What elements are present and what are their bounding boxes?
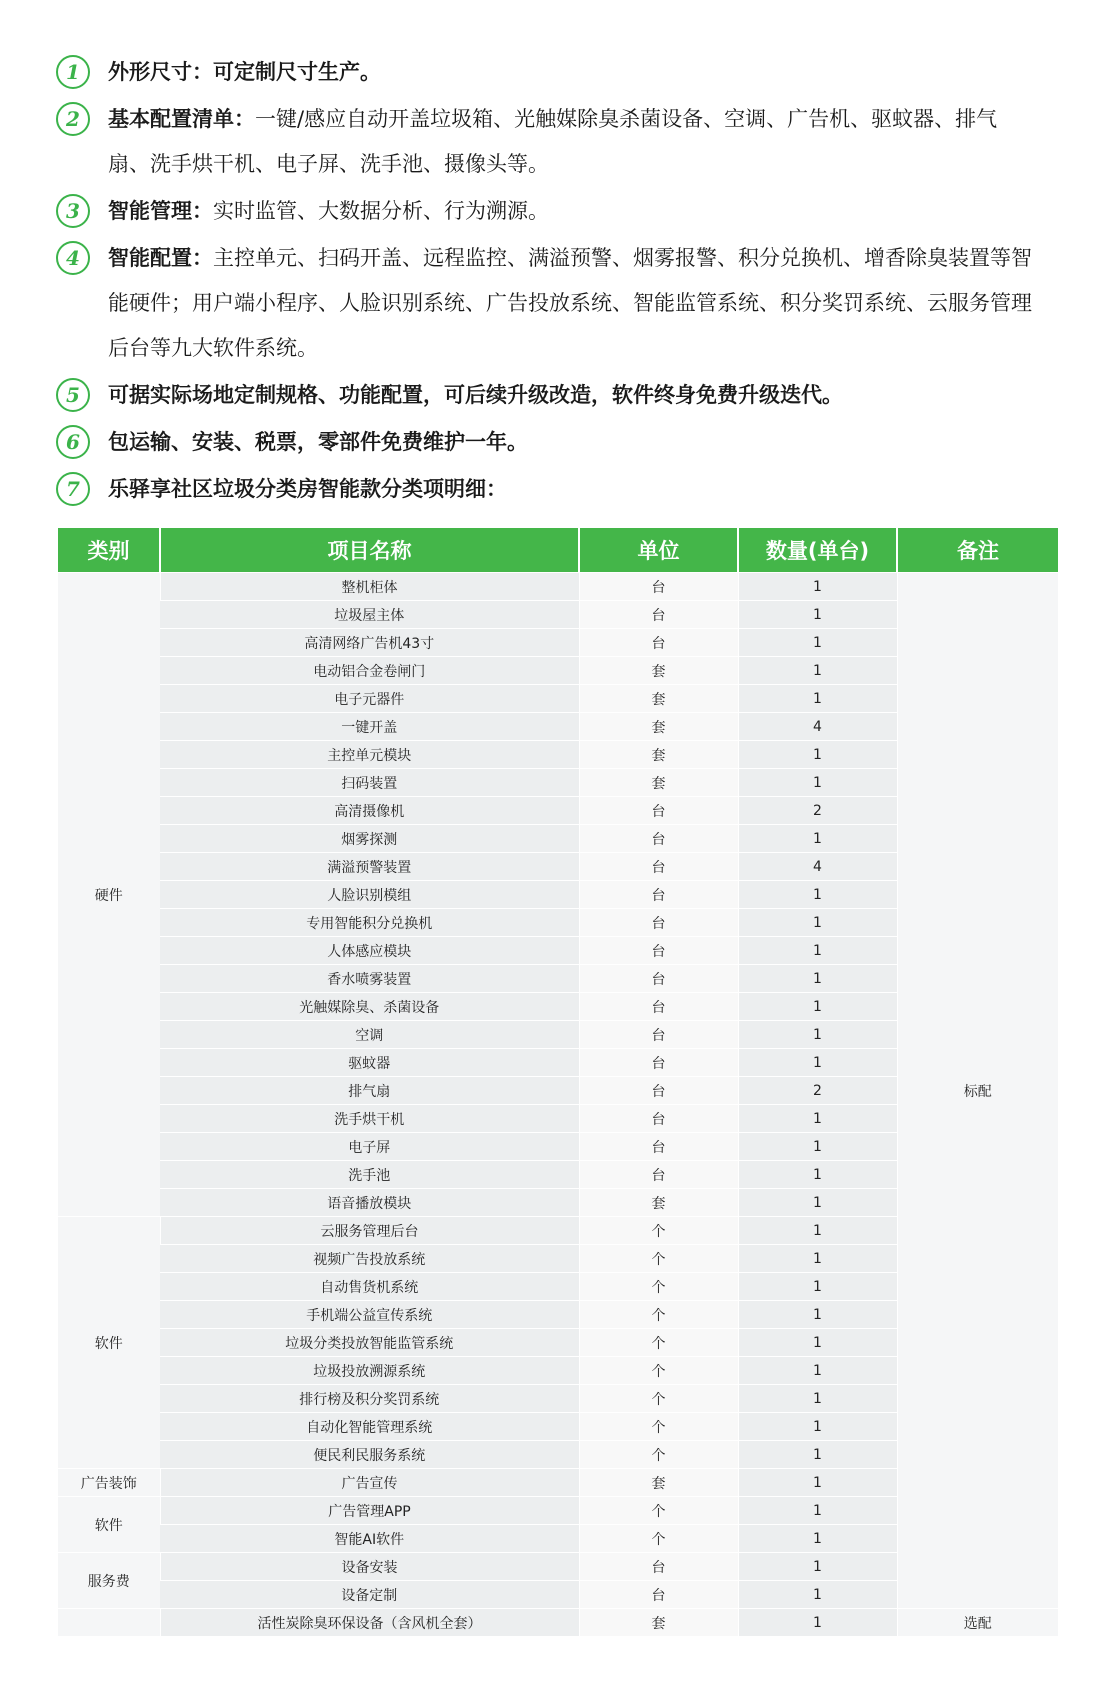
item-number-badge: 4 (56, 241, 90, 275)
unit-cell: 套 (579, 1469, 738, 1497)
intro-item-1 (56, 50, 1056, 95)
col-header-quantity: 数量(单台) (738, 528, 897, 573)
unit-cell: 个 (579, 1525, 738, 1553)
quantity-cell: 1 (738, 1301, 897, 1329)
quantity-cell: 1 (738, 825, 897, 853)
intro-item-5 (56, 373, 1056, 418)
item-name-cell: 自动化智能管理系统 (160, 1413, 579, 1441)
category-cell: 服务费 (58, 1553, 160, 1609)
category-cell (58, 1609, 160, 1637)
unit-cell: 套 (579, 741, 738, 769)
item-name-cell: 光触媒除臭、杀菌设备 (160, 993, 579, 1021)
item-name-cell: 高清网络广告机43寸 (160, 629, 579, 657)
quantity-cell: 1 (738, 685, 897, 713)
table-header-row (58, 528, 1058, 573)
unit-cell: 台 (579, 1553, 738, 1581)
quantity-cell: 1 (738, 1581, 897, 1609)
item-name-cell: 设备定制 (160, 1581, 579, 1609)
item-bold-text: 智能配置： (108, 246, 213, 270)
unit-cell: 套 (579, 1609, 738, 1637)
table-row (58, 1609, 1058, 1637)
item-number-badge: 3 (56, 194, 90, 228)
category-cell: 软件 (58, 1217, 160, 1469)
unit-cell: 个 (579, 1273, 738, 1301)
quantity-cell: 1 (738, 1021, 897, 1049)
item-text: 主控单元、扫码开盖、远程监控、满溢预警、烟雾报警、积分兑换机、增香除臭装置等智能硬件；用户端小程序、人脸识别系统、广告投放系统、智能监管系统、积分奖罚系统、云服务管理后台等九大软件系统。 (108, 246, 1032, 360)
quantity-cell: 1 (738, 769, 897, 797)
item-name-cell: 排气扇 (160, 1077, 579, 1105)
item-name-cell: 满溢预警装置 (160, 853, 579, 881)
quantity-cell: 1 (738, 1553, 897, 1581)
intro-item-4 (56, 236, 1056, 371)
table-row (58, 573, 1058, 601)
unit-cell: 台 (579, 1021, 738, 1049)
unit-cell: 台 (579, 909, 738, 937)
note-cell: 标配 (897, 573, 1058, 1609)
unit-cell: 个 (579, 1413, 738, 1441)
quantity-cell: 1 (738, 1273, 897, 1301)
item-name-cell: 排行榜及积分奖罚系统 (160, 1385, 579, 1413)
unit-cell: 台 (579, 1105, 738, 1133)
table-body (58, 573, 1058, 1637)
item-text: 一键/感应自动开盖垃圾箱、光触媒除臭杀菌设备、空调、广告机、驱蚊器、排气扇、洗手烘干机、电子屏、洗手池、摄像头等。 (108, 107, 998, 176)
item-detail-table (58, 528, 1058, 1636)
unit-cell: 个 (579, 1441, 738, 1469)
quantity-cell: 4 (738, 713, 897, 741)
item-name-cell: 洗手烘干机 (160, 1105, 579, 1133)
col-header-item-name: 项目名称 (160, 528, 579, 573)
item-name-cell: 云服务管理后台 (160, 1217, 579, 1245)
item-name-cell: 扫码装置 (160, 769, 579, 797)
quantity-cell: 1 (738, 1413, 897, 1441)
item-name-cell: 烟雾探测 (160, 825, 579, 853)
note-cell: 选配 (897, 1609, 1058, 1637)
unit-cell: 个 (579, 1329, 738, 1357)
item-name-cell: 人体感应模块 (160, 937, 579, 965)
category-cell: 广告装饰 (58, 1469, 160, 1497)
unit-cell: 个 (579, 1385, 738, 1413)
quantity-cell: 1 (738, 1189, 897, 1217)
item-bold-text: 包运输、安装、税票，零部件免费维护一年。 (108, 430, 528, 454)
item-name-cell: 垃圾投放溯源系统 (160, 1357, 579, 1385)
unit-cell: 个 (579, 1301, 738, 1329)
intro-item-3 (56, 189, 1056, 234)
quantity-cell: 1 (738, 1245, 897, 1273)
quantity-cell: 1 (738, 1133, 897, 1161)
item-name-cell: 专用智能积分兑换机 (160, 909, 579, 937)
item-bold-text: 智能管理： (108, 199, 213, 223)
item-name-cell: 高清摄像机 (160, 797, 579, 825)
quantity-cell: 4 (738, 853, 897, 881)
item-name-cell: 电动铝合金卷闸门 (160, 657, 579, 685)
quantity-cell: 1 (738, 1525, 897, 1553)
item-name-cell: 设备安装 (160, 1553, 579, 1581)
quantity-cell: 1 (738, 881, 897, 909)
unit-cell: 套 (579, 685, 738, 713)
unit-cell: 个 (579, 1245, 738, 1273)
unit-cell: 套 (579, 769, 738, 797)
col-header-unit: 单位 (579, 528, 738, 573)
quantity-cell: 1 (738, 741, 897, 769)
item-name-cell: 电子屏 (160, 1133, 579, 1161)
unit-cell: 个 (579, 1217, 738, 1245)
item-name-cell: 手机端公益宣传系统 (160, 1301, 579, 1329)
item-name-cell: 广告管理APP (160, 1497, 579, 1525)
quantity-cell: 1 (738, 1385, 897, 1413)
intro-item-7 (56, 467, 1056, 512)
item-name-cell: 垃圾分类投放智能监管系统 (160, 1329, 579, 1357)
item-name-cell: 一键开盖 (160, 713, 579, 741)
item-number-badge: 7 (56, 472, 90, 506)
item-name-cell: 电子元器件 (160, 685, 579, 713)
unit-cell: 套 (579, 1189, 738, 1217)
quantity-cell: 2 (738, 797, 897, 825)
unit-cell: 台 (579, 629, 738, 657)
quantity-cell: 1 (738, 937, 897, 965)
unit-cell: 台 (579, 573, 738, 601)
quantity-cell: 1 (738, 1329, 897, 1357)
unit-cell: 台 (579, 965, 738, 993)
item-name-cell: 智能AI软件 (160, 1525, 579, 1553)
item-bold-text: 可据实际场地定制规格、功能配置，可后续升级改造，软件终身免费升级迭代。 (108, 383, 843, 407)
quantity-cell: 1 (738, 1217, 897, 1245)
quantity-cell: 1 (738, 1441, 897, 1469)
quantity-cell: 1 (738, 601, 897, 629)
unit-cell: 台 (579, 1077, 738, 1105)
unit-cell: 台 (579, 993, 738, 1021)
item-bold-text: 基本配置清单： (108, 107, 255, 131)
quantity-cell: 1 (738, 909, 897, 937)
intro-item-6 (56, 420, 1056, 465)
item-name-cell: 主控单元模块 (160, 741, 579, 769)
unit-cell: 套 (579, 657, 738, 685)
quantity-cell: 1 (738, 573, 897, 601)
col-header-category: 类别 (58, 528, 160, 573)
unit-cell: 台 (579, 1161, 738, 1189)
quantity-cell: 1 (738, 1161, 897, 1189)
item-number-badge: 2 (56, 102, 90, 136)
item-bold-text: 乐驿享社区垃圾分类房智能款分类项明细： (108, 477, 507, 501)
quantity-cell: 2 (738, 1077, 897, 1105)
item-bold-text: 外形尺寸：可定制尺寸生产。 (108, 60, 381, 84)
item-name-cell: 活性炭除臭环保设备（含风机全套） (160, 1609, 579, 1637)
quantity-cell: 1 (738, 1049, 897, 1077)
item-number-badge: 6 (56, 425, 90, 459)
quantity-cell: 1 (738, 1357, 897, 1385)
unit-cell: 套 (579, 713, 738, 741)
item-name-cell: 语音播放模块 (160, 1189, 579, 1217)
quantity-cell: 1 (738, 629, 897, 657)
item-name-cell: 视频广告投放系统 (160, 1245, 579, 1273)
unit-cell: 台 (579, 601, 738, 629)
item-name-cell: 自动售货机系统 (160, 1273, 579, 1301)
intro-item-2 (56, 97, 1056, 187)
quantity-cell: 1 (738, 993, 897, 1021)
unit-cell: 台 (579, 1581, 738, 1609)
unit-cell: 个 (579, 1497, 738, 1525)
unit-cell: 台 (579, 1133, 738, 1161)
unit-cell: 台 (579, 1049, 738, 1077)
item-number-badge: 1 (56, 55, 90, 89)
unit-cell: 台 (579, 825, 738, 853)
unit-cell: 台 (579, 853, 738, 881)
quantity-cell: 1 (738, 657, 897, 685)
unit-cell: 台 (579, 797, 738, 825)
item-name-cell: 整机柜体 (160, 573, 579, 601)
quantity-cell: 1 (738, 1497, 897, 1525)
item-name-cell: 空调 (160, 1021, 579, 1049)
item-name-cell: 洗手池 (160, 1161, 579, 1189)
quantity-cell: 1 (738, 965, 897, 993)
unit-cell: 个 (579, 1357, 738, 1385)
item-name-cell: 便民利民服务系统 (160, 1441, 579, 1469)
category-cell: 软件 (58, 1497, 160, 1553)
quantity-cell: 1 (738, 1609, 897, 1637)
item-text: 实时监管、大数据分析、行为溯源。 (213, 199, 549, 223)
unit-cell: 台 (579, 881, 738, 909)
item-name-cell: 香水喷雾装置 (160, 965, 579, 993)
quantity-cell: 1 (738, 1105, 897, 1133)
item-name-cell: 广告宣传 (160, 1469, 579, 1497)
item-number-badge: 5 (56, 378, 90, 412)
col-header-note: 备注 (897, 528, 1058, 573)
item-name-cell: 驱蚊器 (160, 1049, 579, 1077)
category-cell: 硬件 (58, 573, 160, 1217)
quantity-cell: 1 (738, 1469, 897, 1497)
item-name-cell: 人脸识别模组 (160, 881, 579, 909)
unit-cell: 台 (579, 937, 738, 965)
intro-list (56, 50, 1056, 512)
item-name-cell: 垃圾屋主体 (160, 601, 579, 629)
